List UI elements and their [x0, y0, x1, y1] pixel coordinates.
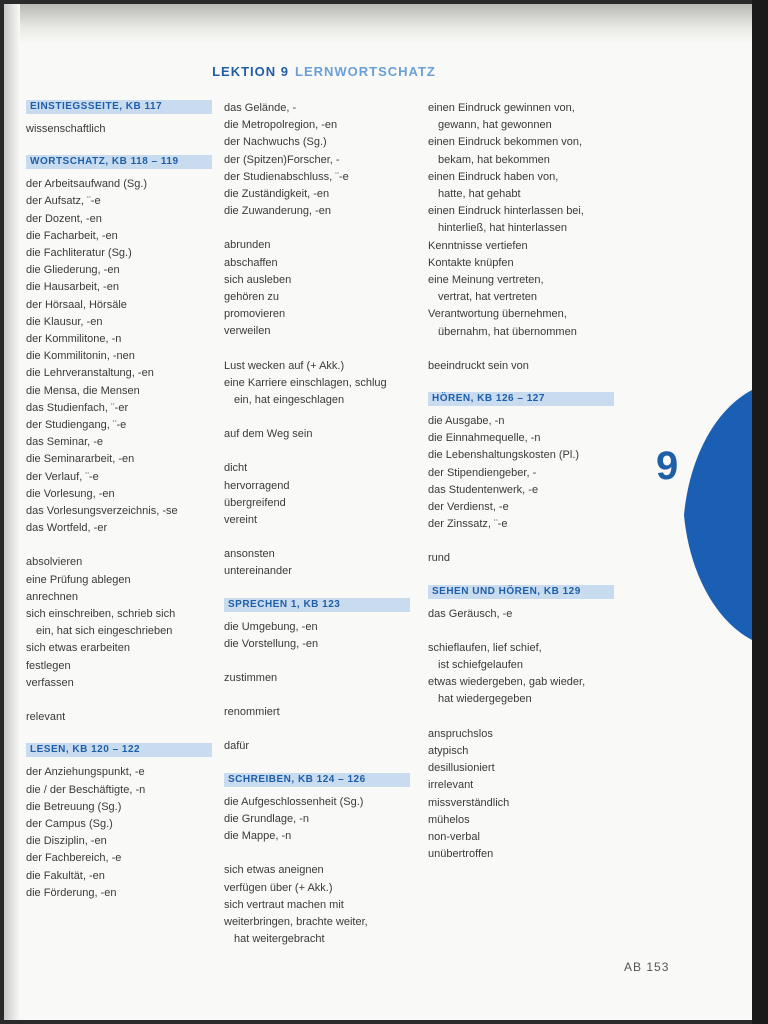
- vocab-entry: das Geräusch, -e: [428, 607, 513, 620]
- vocab-entry: hervorragend: [224, 479, 290, 492]
- vocab-entry: renommiert: [224, 706, 280, 719]
- vocab-entry: die / der Beschäftigte, -n: [26, 783, 146, 796]
- vocab-entry: die Metropolregion, -en: [224, 119, 338, 132]
- vocab-entry: der Kommilitone, -n: [26, 333, 122, 346]
- vocab-entry: der Verdienst, -e: [428, 501, 509, 514]
- vocab-entry: ansonsten: [224, 548, 275, 561]
- section-header: EINSTIEGSSEITE, KB 117: [26, 100, 212, 114]
- vocab-group: [428, 606, 623, 623]
- vocab-entry: verfügen über (+ Akk.): [224, 881, 333, 894]
- vocab-entry: Kenntnisse vertiefen: [428, 239, 528, 252]
- vocab-entry: Verantwortung übernehmen,: [428, 308, 567, 321]
- vocab-entry: hinterließ, hat hinterlassen: [438, 222, 568, 235]
- vocab-entry: weiterbringen, brachte weiter,: [224, 915, 368, 928]
- vocab-entry: abschaffen: [224, 256, 278, 269]
- vocab-entry: ein, hat eingeschlagen: [234, 394, 345, 407]
- vocab-entry: die Grundlage, -n: [224, 812, 309, 825]
- vocab-entry: dafür: [224, 740, 250, 753]
- page-number: AB 153: [624, 960, 670, 974]
- vocab-entry: festlegen: [26, 659, 71, 672]
- chapter-tab-shape: [684, 390, 752, 640]
- chapter-number: 9: [656, 444, 679, 488]
- vocab-entry: das Gelände, -: [224, 102, 297, 114]
- vocab-entry: die Fachliteratur (Sg.): [26, 247, 132, 260]
- vocab-entry: der Nachwuchs (Sg.): [224, 136, 327, 149]
- vocab-entry: der Zinssatz, ¨-e: [428, 518, 508, 531]
- vocab-group: [428, 358, 623, 375]
- vocab-entry: ist schiefgelaufen: [438, 659, 523, 672]
- vocab-entry: die Umgebung, -en: [224, 620, 318, 633]
- vocab-group: [224, 794, 419, 846]
- vocab-group: [26, 554, 221, 692]
- page-title: [4, 64, 644, 79]
- section-header: WORTSCHATZ, KB 118 – 119: [26, 155, 212, 169]
- vocab-entry: der Hörsaal, Hörsäle: [26, 298, 127, 311]
- vocab-entry: der Fachbereich, -e: [26, 852, 122, 865]
- vocab-group: [224, 738, 419, 755]
- vocab-entry: hat weitergebracht: [234, 933, 325, 946]
- section-header: SCHREIBEN, KB 124 – 126: [224, 773, 410, 787]
- vocab-entry: die Förderung, -en: [26, 886, 117, 899]
- column-2: [224, 100, 419, 948]
- column-3: [428, 100, 623, 863]
- vocab-entry: sich etwas aneignen: [224, 864, 324, 877]
- vocab-entry: die Kommilitonin, -nen: [26, 350, 135, 363]
- textbook-page: [4, 4, 752, 1020]
- vocab-entry: die Ausgabe, -n: [428, 415, 505, 428]
- vocab-group: [224, 426, 419, 443]
- scan-edge-right: [752, 0, 768, 1024]
- vocab-entry: anrechnen: [26, 590, 78, 603]
- vocab-entry: das Studienfach, ¨-er: [26, 401, 129, 414]
- vocab-entry: die Fakultät, -en: [26, 869, 105, 882]
- vocab-entry: die Mensa, die Mensen: [26, 384, 140, 397]
- vocab-entry: der Stipendiengeber, -: [428, 466, 537, 479]
- vocab-entry: hat wiedergegeben: [438, 693, 532, 706]
- vocab-entry: desillusioniert: [428, 762, 495, 775]
- vocab-group: [428, 550, 623, 567]
- vocab-entry: die Facharbeit, -en: [26, 229, 118, 242]
- vocab-entry: abrunden: [224, 239, 271, 252]
- vocab-entry: der Studiengang, ¨-e: [26, 419, 127, 432]
- vocab-group: [224, 619, 419, 653]
- vocab-entry: vereint: [224, 514, 258, 527]
- vocab-entry: Kontakte knüpfen: [428, 256, 514, 269]
- vocab-entry: das Studentenwerk, -e: [428, 483, 539, 496]
- vocab-group: [428, 413, 623, 533]
- vocab-entry: bekam, hat bekommen: [438, 153, 550, 166]
- vocab-entry: beeindruckt sein von: [428, 359, 529, 372]
- vocab-group: [26, 709, 221, 726]
- vocab-entry: atypisch: [428, 744, 469, 757]
- vocab-group: [26, 764, 221, 902]
- vocab-entry: gehören zu: [224, 291, 280, 304]
- vocab-entry: missverständlich: [428, 796, 510, 809]
- vocab-entry: zustimmen: [224, 672, 278, 685]
- vocab-entry: die Vorstellung, -en: [224, 637, 319, 650]
- lesson-title: LEKTION 9: [212, 64, 290, 79]
- vocab-entry: auf dem Weg sein: [224, 428, 313, 441]
- vocab-entry: die Zuständigkeit, -en: [224, 188, 330, 201]
- column-1: [26, 100, 221, 902]
- vocab-entry: die Disziplin, -en: [26, 835, 107, 848]
- vocab-entry: verfassen: [26, 676, 74, 689]
- vocab-group: [224, 237, 419, 340]
- vocab-entry: das Wortfeld, -er: [26, 522, 108, 535]
- vocab-entry: einen Eindruck gewinnen von,: [428, 102, 575, 114]
- vocab-entry: eine Karriere einschlagen, schlug: [224, 376, 387, 389]
- vocab-group: [224, 862, 419, 948]
- vocab-entry: etwas wiedergeben, gab wieder,: [428, 676, 586, 689]
- vocab-entry: gewann, hat gewonnen: [438, 119, 552, 132]
- vocab-entry: promovieren: [224, 308, 286, 321]
- vocab-entry: einen Eindruck hinterlassen bei,: [428, 205, 584, 218]
- vocab-entry: die Gliederung, -en: [26, 264, 120, 277]
- vocab-group: [428, 726, 623, 864]
- vocab-group: [224, 100, 419, 220]
- vocab-entry: die Vorlesung, -en: [26, 487, 115, 500]
- vocab-group: [26, 121, 221, 138]
- vocab-entry: übernahm, hat übernommen: [438, 325, 577, 338]
- vocab-entry: non-verbal: [428, 830, 480, 843]
- section-header: HÖREN, KB 126 – 127: [428, 392, 614, 406]
- vocab-entry: die Aufgeschlossenheit (Sg.): [224, 795, 364, 808]
- vocab-entry: die Lebenshaltungskosten (Pl.): [428, 449, 580, 462]
- vocab-entry: einen Eindruck bekommen von,: [428, 136, 583, 149]
- vocab-entry: eine Prüfung ablegen: [26, 573, 131, 586]
- vocab-entry: absolvieren: [26, 556, 83, 569]
- vocab-entry: sich etwas erarbeiten: [26, 642, 130, 655]
- vocab-entry: mühelos: [428, 813, 470, 826]
- vocab-group: [224, 460, 419, 529]
- scan-shadow-top: [4, 4, 752, 44]
- scan-shadow-left: [4, 4, 20, 1020]
- vocab-entry: eine Meinung vertreten,: [428, 274, 544, 287]
- vocab-entry: die Seminararbeit, -en: [26, 453, 135, 466]
- vocab-entry: hatte, hat gehabt: [438, 188, 521, 201]
- vocab-entry: anspruchslos: [428, 727, 493, 740]
- vocab-entry: die Betreuung (Sg.): [26, 800, 122, 813]
- vocab-entry: vertrat, hat vertreten: [438, 291, 538, 304]
- vocab-entry: die Einnahmequelle, -n: [428, 432, 541, 445]
- vocab-entry: unübertroffen: [428, 848, 494, 861]
- vocab-entry: der (Spitzen)Forscher, -: [224, 153, 340, 166]
- vocab-entry: verweilen: [224, 325, 271, 338]
- vocab-group: [224, 546, 419, 580]
- vocab-entry: die Zuwanderung, -en: [224, 205, 332, 218]
- vocab-group: [26, 176, 221, 537]
- vocab-entry: übergreifend: [224, 496, 286, 509]
- vocab-group: [224, 670, 419, 687]
- vocab-entry: die Lehrveranstaltung, -en: [26, 367, 154, 380]
- vocab-entry: der Campus (Sg.): [26, 817, 113, 830]
- lesson-subtitle: LERNWORTSCHATZ: [295, 64, 436, 79]
- vocab-group: [428, 640, 623, 709]
- vocab-entry: wissenschaftlich: [26, 123, 106, 135]
- section-header: SEHEN UND HÖREN, KB 129: [428, 585, 614, 599]
- vocab-entry: sich ausleben: [224, 273, 292, 286]
- vocab-entry: die Hausarbeit, -en: [26, 281, 119, 294]
- vocab-entry: einen Eindruck haben von,: [428, 170, 559, 183]
- vocab-entry: der Arbeitsaufwand (Sg.): [26, 178, 148, 191]
- vocab-entry: ein, hat sich eingeschrieben: [36, 625, 173, 638]
- vocab-entry: Lust wecken auf (+ Akk.): [224, 359, 345, 372]
- vocab-entry: der Verlauf, ¨-e: [26, 470, 99, 483]
- chapter-tab: [674, 390, 752, 640]
- vocab-entry: dicht: [224, 462, 248, 475]
- vocab-entry: die Mappe, -n: [224, 830, 292, 843]
- vocab-entry: das Vorlesungsverzeichnis, -se: [26, 505, 178, 518]
- vocab-entry: rund: [428, 552, 451, 565]
- vocab-entry: untereinander: [224, 565, 292, 578]
- vocab-entry: der Studienabschluss, ¨-e: [224, 170, 349, 183]
- vocab-group: [428, 100, 623, 341]
- vocab-entry: irrelevant: [428, 779, 474, 792]
- vocab-entry: sich vertraut machen mit: [224, 898, 344, 911]
- section-header: SPRECHEN 1, KB 123: [224, 598, 410, 612]
- vocab-group: [224, 704, 419, 721]
- vocab-entry: schieflaufen, lief schief,: [428, 641, 542, 654]
- section-header: LESEN, KB 120 – 122: [26, 743, 212, 757]
- vocab-entry: der Dozent, -en: [26, 212, 102, 225]
- vocab-entry: relevant: [26, 711, 66, 724]
- vocab-entry: die Klausur, -en: [26, 315, 103, 328]
- vocab-entry: der Aufsatz, ¨-e: [26, 195, 101, 208]
- vocab-group: [224, 358, 419, 410]
- vocab-entry: der Anziehungspunkt, -e: [26, 766, 145, 779]
- vocab-entry: das Seminar, -e: [26, 436, 104, 449]
- vocab-entry: sich einschreiben, schrieb sich: [26, 608, 176, 621]
